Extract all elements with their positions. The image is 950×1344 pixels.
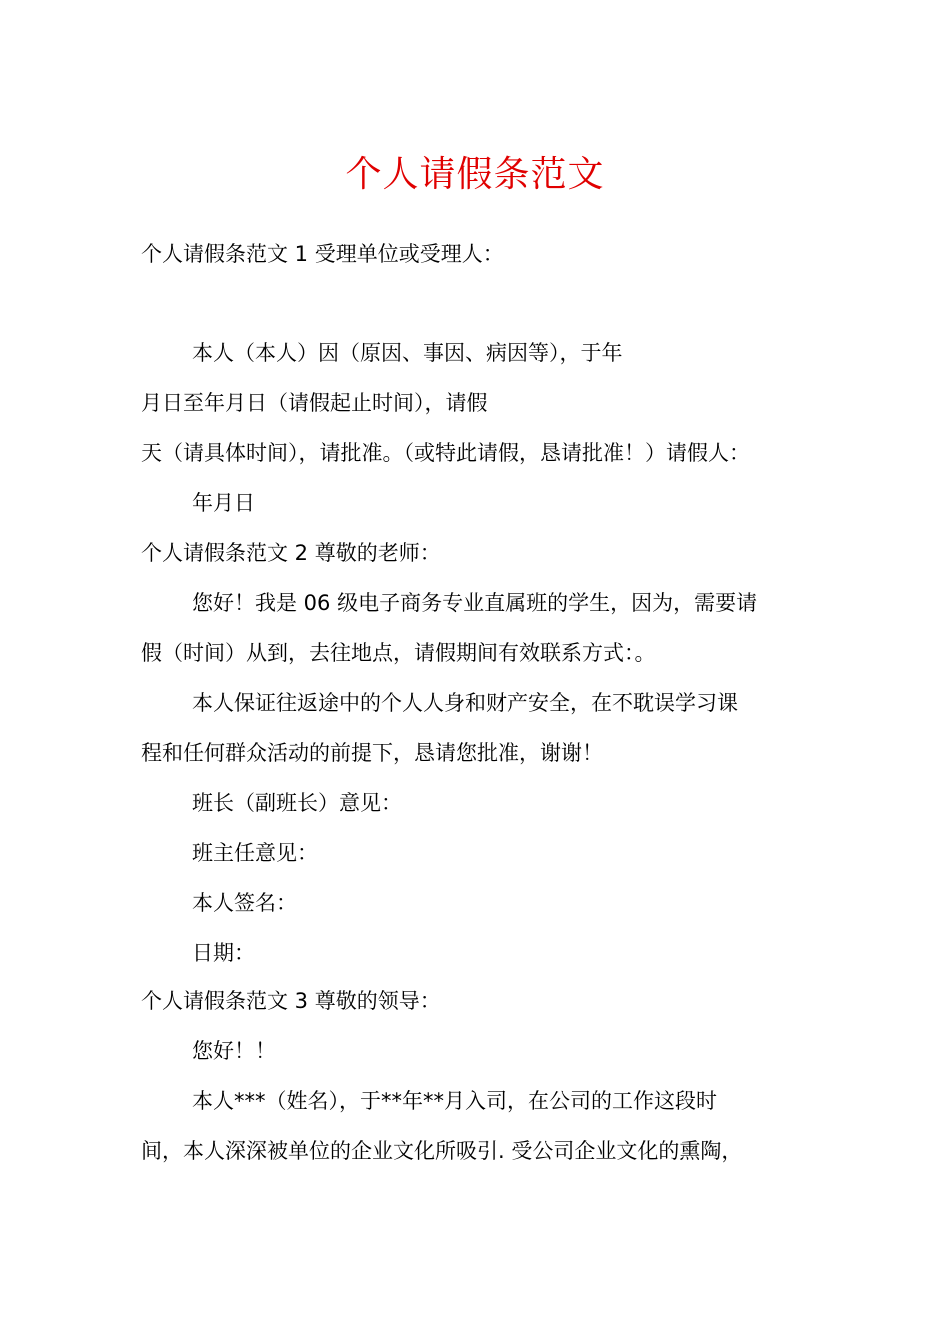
paragraph-line-6: 个人请假条范文 2 尊敬的老师： [141, 541, 441, 565]
paragraph-line-1: 个人请假条范文 1 受理单位或受理人： [141, 242, 504, 266]
paragraph-line-18: 间，本人深深被单位的企业文化所吸引. 受公司企业文化的熏陶， [141, 1139, 743, 1163]
paragraph-line-15: 个人请假条范文 3 尊敬的领导： [141, 989, 441, 1013]
document-title: 个人请假条范文 [345, 154, 605, 195]
paragraph-line-14: 日期： [192, 941, 255, 965]
paragraph-line-16: 您好！！ [192, 1039, 276, 1063]
paragraph-line-7: 您好！我是 06 级电子商务专业直属班的学生，因为，需要请 [192, 591, 758, 615]
paragraph-line-17: 本人***（姓名），于**年**月入司，在公司的工作这段时 [192, 1089, 717, 1113]
paragraph-line-8: 假（时间）从到，去往地点，请假期间有效联系方式：。 [141, 641, 656, 665]
paragraph-line-11: 班长（副班长）意见： [192, 791, 402, 815]
paragraph-line-5: 年月日 [192, 491, 255, 515]
paragraph-line-13: 本人签名： [192, 891, 297, 915]
paragraph-line-12: 班主任意见： [192, 841, 318, 865]
paragraph-line-4: 天（请具体时间），请批准。（或特此请假，恳请批准！）请假人： [141, 441, 750, 465]
paragraph-line-9: 本人保证往返途中的个人人身和财产安全，在不耽误学习课 [192, 691, 738, 715]
paragraph-line-2: 本人（本人）因（原因、事因、病因等），于年 [192, 341, 623, 365]
paragraph-line-3: 月日至年月日（请假起止时间），请假 [141, 391, 488, 415]
paragraph-line-10: 程和任何群众活动的前提下，恳请您批准，谢谢！ [141, 741, 603, 765]
